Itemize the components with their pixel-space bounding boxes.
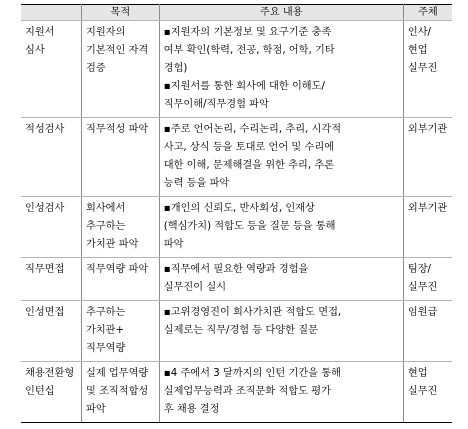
bullet-item [164,121,399,193]
bullet-line [164,24,399,42]
bullet-line [164,322,399,340]
bullet-text: 대한 이해, 문제해결을 위한 추리, 추론 [163,160,335,171]
bullet-line [164,121,399,139]
table-row [21,118,452,197]
table-row [21,258,452,301]
purpose-cell-line: 및 조직적합성 [85,386,149,397]
content-cell [159,258,403,301]
purpose-cell [81,258,159,301]
header-row [21,5,452,21]
owner-cell-line: 현업 [407,368,428,379]
owner-cell [403,301,452,362]
bullet-line [164,157,399,175]
bullet-text: 직무에서 필요한 역량과 경험을 [170,264,309,275]
bullet-text: 파악 [163,239,184,250]
bullet-line [164,236,399,254]
bullet-square-icon: ▪ [163,27,171,38]
stage-cell [21,21,81,118]
header-stage [21,5,81,21]
stage-cell-line: 인성면접 [25,307,65,318]
owner-cell-line: 실무진 [407,386,438,397]
purpose-cell-line: 지원자의 [85,27,126,38]
bullet-line [164,78,399,96]
bullet-text: 지원서를 통한 회사에 대한 이해도/ [170,81,325,92]
stage-cell-line: 지원서 [25,27,55,38]
stage-cell-line: 직무면접 [25,264,65,275]
stage-cell-line: 채용전환형 [25,368,75,379]
purpose-cell [81,301,159,362]
content-cell [159,21,403,118]
stage-cell-line: 인턴십 [25,386,55,397]
stage-cell-line: 심사 [25,45,45,56]
purpose-cell-line: 추구하는 [85,307,126,318]
bullet-line [164,96,399,114]
bullet-text: 지원자의 기본정보 및 요구기준 충족 [170,27,332,38]
bullet-line [164,401,399,419]
bullet-text: 실무진이 실시 [163,282,227,293]
content-cell [159,362,403,423]
table-row [21,21,452,118]
purpose-cell-line: 가치관 파악 [85,239,139,250]
bullet-line [164,139,399,157]
owner-cell-line: 실무진 [407,63,438,74]
owner-cell-line: 외부기관 [407,203,448,214]
header-content: 주요 내용 [159,5,403,21]
bullet-item [164,365,399,419]
bullet-item [164,200,399,254]
stage-cell [21,118,81,197]
owner-cell [403,197,452,258]
stage-cell [21,197,81,258]
bullet-text: 실제로는 직무/경험 등 다양한 질문 [163,325,318,336]
bullet-item [164,78,399,114]
content-cell [159,301,403,362]
document-table-wrapper [21,4,452,423]
table-body [21,21,452,423]
owner-cell [403,118,452,197]
bullet-line [164,218,399,236]
stage-cell [21,301,81,362]
owner-cell [403,21,452,118]
purpose-cell-line: 실제 업무역량 [85,368,149,379]
bullet-line [164,60,399,78]
bullet-text: 개인의 신뢰도, 반사회성, 인재상 [170,203,315,214]
bullet-line [164,365,399,383]
owner-cell-line: 임원급 [407,307,438,318]
bullet-square-icon: ▪ [163,124,171,135]
recruitment-process-table [21,4,452,423]
bullet-line [164,279,399,297]
owner-cell-line: 현업 [407,45,428,56]
purpose-cell [81,362,159,423]
purpose-cell [81,197,159,258]
bullet-item [164,24,399,78]
bullet-line [164,175,399,193]
purpose-cell-line: 파악 [85,404,106,415]
bullet-text: 주로 언어논리, 수리논리, 추리, 시각적 [170,124,342,135]
bullet-line [164,42,399,60]
stage-cell [21,258,81,301]
bullet-text: 4 주에서 3 달까지의 인턴 기간을 통해 [170,368,341,379]
stage-cell-line: 적성검사 [25,124,65,135]
bullet-text: 사고, 상식 등을 토대로 언어 및 수리에 [163,142,335,153]
table-header [21,5,452,21]
bullet-text: 능력 등을 파악 [163,178,230,189]
owner-cell-line: 인사/ [407,27,431,38]
owner-cell [403,258,452,301]
owner-cell-line: 외부기관 [407,124,448,135]
stage-cell [21,362,81,423]
owner-cell [403,362,452,423]
bullet-text: 실제업무능력과 조직문화 적합도 평가 [163,386,331,397]
bullet-text: (핵심가치) 적합도 등을 질문 등을 통해 [163,221,336,232]
purpose-cell-line: 가치관+ [85,325,125,336]
bullet-text: 후 채용 결정 [163,404,220,415]
bullet-line [164,261,399,279]
bullet-line [164,304,399,322]
bullet-line [164,200,399,218]
bullet-text: 직무이해/직무경험 파악 [163,99,269,110]
bullet-line [164,383,399,401]
purpose-cell-line: 검증 [85,63,106,74]
bullet-text: 여부 확인(학력, 전공, 학점, 어학, 기타 [163,45,335,56]
bullet-text: 경험) [163,63,188,74]
purpose-cell [81,21,159,118]
stage-cell-line: 인성검사 [25,203,65,214]
bullet-item [164,261,399,297]
table-row [21,197,452,258]
bullet-square-icon: ▪ [163,203,171,214]
purpose-cell-line: 회사에서 [85,203,126,214]
owner-cell-line: 팀장/ [407,264,431,275]
table-row [21,301,452,362]
content-cell [159,197,403,258]
bullet-item [164,304,399,340]
bullet-square-icon: ▪ [163,368,171,379]
content-cell [159,118,403,197]
bullet-square-icon: ▪ [163,264,171,275]
bullet-square-icon: ▪ [163,81,171,92]
purpose-cell-line: 직무역량 [85,343,126,354]
table-row [21,362,452,423]
owner-cell-line: 실무진 [407,282,438,293]
purpose-cell-line: 기본적인 자격 [85,45,149,56]
purpose-cell-line: 직무적성 파악 [85,124,149,135]
purpose-cell [81,118,159,197]
header-purpose: 목적 [81,5,159,21]
bullet-text: 고위경영진이 회사가치관 적합도 면접, [170,307,342,318]
bullet-square-icon: ▪ [163,307,171,318]
purpose-cell-line: 직무역량 파악 [85,264,149,275]
purpose-cell-line: 추구하는 [85,221,126,232]
header-owner: 주체 [403,5,452,21]
